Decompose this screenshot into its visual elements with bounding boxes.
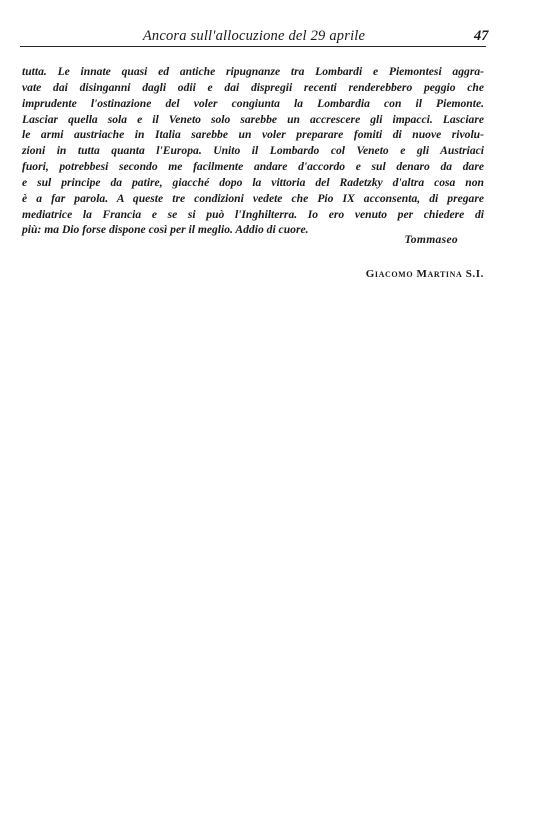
text-line: e sul principe da patire, giacché dopo la vittoria del Radetzky d'altra cosa non (22, 175, 484, 189)
text-line: tutta. Le innate quasi ed antiche ripugnanze tra Lombardi e Piemontesi aggra- (22, 65, 484, 78)
header-rule (20, 46, 486, 47)
text-line: le armi austriache in Italia sarebbe un voler preparare fomiti di nuove rivolu- (22, 128, 484, 142)
text-line: mediatrice la Francia e se si può l'Inghilterra. Io ero venuto per chiedere di (22, 207, 484, 221)
article-author: Giacomo Martina S.I. (365, 268, 484, 280)
running-title: Ancora sull'allocuzione del 29 aprile (142, 28, 366, 44)
text-line: fuori, potrebbesi secondo me facilmente andare d'accordo e sul denaro da dare (22, 160, 484, 174)
page-number: 47 (474, 28, 489, 44)
text-line: Lasciar quella sola e il Veneto solo sarebbe un accrescere gli impacci. Lasciare (22, 112, 484, 126)
text-line: imprudente l'ostinazione del voler congiunta la Lombardia con il Piemonte. (22, 96, 484, 110)
text-line: più: ma Dio forse dispone così per il meglio. Addio di cuore. (22, 223, 309, 237)
letter-signature: Tommaseo (404, 233, 458, 246)
letter-paragraph (22, 64, 484, 238)
text-line: zioni in tutta quanta l'Europa. Unito il Lombardo col Veneto e gli Austriaci (22, 144, 484, 158)
text-line: vate dai disinganni dagli odii e dai dispregii recenti renderebbero peggio che (22, 80, 484, 94)
text-line: è a far parola. A queste tre condizioni vedete che Pio IX acconsenta, di pregare (22, 191, 484, 205)
running-head (20, 28, 488, 46)
